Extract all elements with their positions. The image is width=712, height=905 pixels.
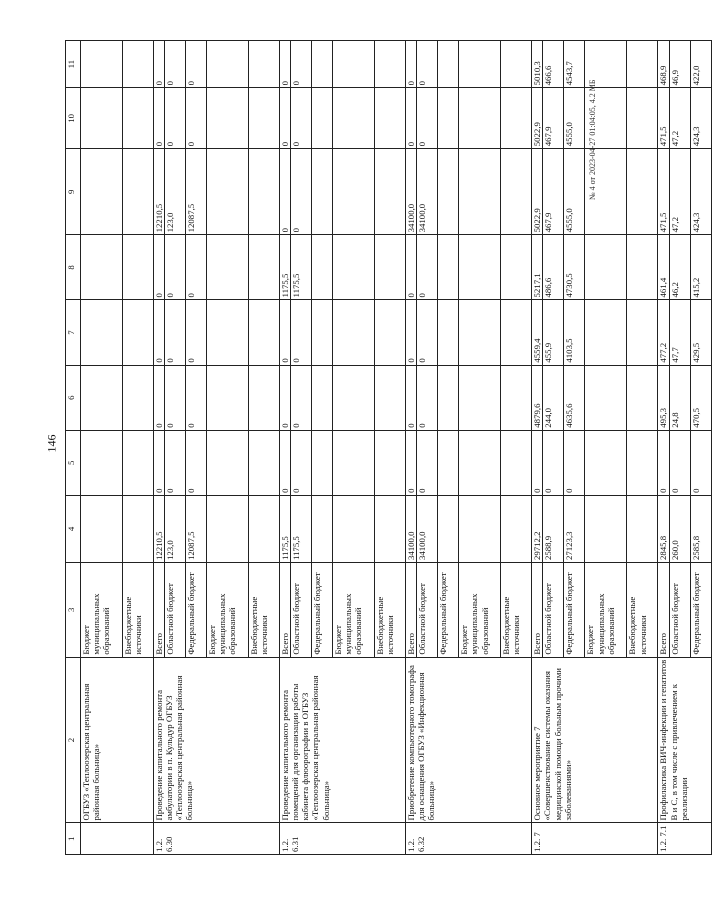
amount-cell: 467,9 — [543, 149, 564, 235]
amount-cell: 468,9 — [658, 41, 669, 88]
amount-cell — [438, 41, 459, 88]
amount-cell: 0 — [186, 430, 207, 495]
amount-cell: 0 — [186, 300, 207, 365]
column-header: 1 — [66, 823, 81, 855]
amount-cell — [438, 149, 459, 235]
amount-cell — [627, 235, 658, 300]
amount-cell — [333, 149, 375, 235]
amount-cell: 244,0 — [543, 365, 564, 430]
amount-cell — [438, 365, 459, 430]
amount-cell: 0 — [186, 365, 207, 430]
amount-cell — [207, 88, 249, 149]
amount-cell: 4555,0 — [564, 149, 585, 235]
amount-cell: 461,4 — [658, 235, 669, 300]
amount-cell: 29712,2 — [532, 495, 543, 562]
amount-cell: 0 — [417, 300, 438, 365]
amount-cell: 123,0 — [165, 149, 186, 235]
header-row — [66, 41, 81, 855]
amount-cell: 123,0 — [165, 495, 186, 562]
activity-name: Приобретение компьютерного томографа для оснащения ОГБУЗ «Инфекционная больница» — [406, 657, 532, 823]
table-row — [280, 41, 291, 855]
amount-cell: 455,9 — [543, 300, 564, 365]
funding-source: Всего — [658, 563, 669, 658]
amount-cell — [249, 495, 280, 562]
amount-cell — [501, 365, 532, 430]
amount-cell: 0 — [280, 41, 291, 88]
amount-cell: 0 — [543, 430, 564, 495]
amount-cell: 46,2 — [669, 235, 690, 300]
amount-cell: 0 — [532, 430, 543, 495]
amount-cell — [312, 430, 333, 495]
activity-name: Проведение капитального ремонта амбулатории в п. Кульдур ОГБУЗ «Теплоозерская центральная районная больница» — [154, 657, 280, 823]
amount-cell: 34100,0 — [406, 149, 417, 235]
amount-cell — [585, 365, 627, 430]
amount-cell: 0 — [154, 88, 165, 149]
activity-name: ОГБУЗ «Теплоозерская центральная районная больница» — [81, 657, 154, 823]
amount-cell: 27123,3 — [564, 495, 585, 562]
amount-cell: 486,6 — [543, 235, 564, 300]
amount-cell — [459, 149, 501, 235]
amount-cell: 24,8 — [669, 365, 690, 430]
amount-cell — [585, 300, 627, 365]
amount-cell — [375, 235, 406, 300]
amount-cell: 5022,9 — [532, 149, 543, 235]
amount-cell — [207, 41, 249, 88]
amount-cell: 4555,0 — [564, 88, 585, 149]
amount-cell: 1175,5 — [291, 235, 312, 300]
amount-cell — [438, 495, 459, 562]
amount-cell: 467,9 — [543, 88, 564, 149]
amount-cell: 0 — [658, 430, 669, 495]
funding-source: Всего — [406, 563, 417, 658]
amount-cell: 2588,9 — [543, 495, 564, 562]
amount-cell — [312, 300, 333, 365]
amount-cell: 4730,5 — [564, 235, 585, 300]
funding-source: Областной бюджет — [417, 563, 438, 658]
funding-source: Внебюджетные источники — [249, 563, 280, 658]
amount-cell — [375, 300, 406, 365]
amount-cell: 5022,9 — [532, 88, 543, 149]
amount-cell — [312, 235, 333, 300]
table-row — [658, 41, 669, 855]
amount-cell: 34100,0 — [406, 495, 417, 562]
amount-cell: 424,3 — [690, 149, 711, 235]
amount-cell — [459, 300, 501, 365]
amount-cell: 0 — [291, 88, 312, 149]
amount-cell — [627, 365, 658, 430]
budget-table — [65, 40, 712, 855]
amount-cell: 0 — [406, 300, 417, 365]
amount-cell — [627, 88, 658, 149]
column-header: 6 — [66, 365, 81, 430]
amount-cell: 0 — [690, 430, 711, 495]
funding-source: Внебюджетные источники — [501, 563, 532, 658]
column-header: 8 — [66, 235, 81, 300]
amount-cell: 4103,5 — [564, 300, 585, 365]
amount-cell: 0 — [280, 300, 291, 365]
column-header: 4 — [66, 495, 81, 562]
column-header: 5 — [66, 430, 81, 495]
amount-cell — [333, 41, 375, 88]
table-row — [406, 41, 417, 855]
amount-cell — [207, 495, 249, 562]
table-row — [532, 41, 543, 855]
amount-cell: 0 — [280, 365, 291, 430]
amount-cell: 4635,6 — [564, 365, 585, 430]
amount-cell — [375, 41, 406, 88]
amount-cell — [207, 149, 249, 235]
amount-cell — [501, 495, 532, 562]
amount-cell — [333, 235, 375, 300]
amount-cell — [81, 235, 123, 300]
table-row — [154, 41, 165, 855]
amount-cell — [459, 430, 501, 495]
amount-cell: 0 — [186, 88, 207, 149]
amount-cell — [375, 495, 406, 562]
funding-source: Всего — [532, 563, 543, 658]
amount-cell: 495,3 — [658, 365, 669, 430]
amount-cell: 477,2 — [658, 300, 669, 365]
amount-cell: 0 — [280, 430, 291, 495]
amount-cell: 0 — [417, 235, 438, 300]
funding-source: Всего — [280, 563, 291, 658]
amount-cell — [207, 365, 249, 430]
page-number: 146 — [44, 434, 59, 453]
funding-source: Федеральный бюджет — [438, 563, 459, 658]
amount-cell: 0 — [154, 430, 165, 495]
amount-cell — [627, 149, 658, 235]
registry-stamp: № 4 от 2023-04-27 01:04:05, 4.2 МБ — [588, 79, 597, 200]
amount-cell — [375, 149, 406, 235]
amount-cell: 5217,1 — [532, 235, 543, 300]
amount-cell: 12210,5 — [154, 149, 165, 235]
amount-cell — [585, 430, 627, 495]
amount-cell — [375, 365, 406, 430]
amount-cell: 422,0 — [690, 41, 711, 88]
amount-cell: 12087,5 — [186, 495, 207, 562]
amount-cell: 0 — [154, 41, 165, 88]
row-code: 1.2. 7 — [532, 823, 658, 855]
column-header: 9 — [66, 149, 81, 235]
row-code — [81, 823, 154, 855]
funding-source: Федеральный бюджет — [186, 563, 207, 658]
amount-cell — [312, 88, 333, 149]
amount-cell — [459, 365, 501, 430]
amount-cell — [438, 430, 459, 495]
amount-cell: 0 — [417, 88, 438, 149]
amount-cell: 34100,0 — [417, 495, 438, 562]
amount-cell — [123, 365, 154, 430]
amount-cell: 0 — [564, 430, 585, 495]
amount-cell — [333, 495, 375, 562]
amount-cell — [627, 300, 658, 365]
amount-cell: 34100,0 — [417, 149, 438, 235]
amount-cell — [501, 300, 532, 365]
amount-cell — [81, 41, 123, 88]
amount-cell — [249, 430, 280, 495]
amount-cell: 0 — [154, 235, 165, 300]
amount-cell — [375, 88, 406, 149]
column-header: 3 — [66, 563, 81, 658]
amount-cell — [207, 430, 249, 495]
amount-cell — [249, 365, 280, 430]
funding-source: Внебюджетные источники — [123, 563, 154, 658]
amount-cell: 0 — [186, 41, 207, 88]
amount-cell: 429,5 — [690, 300, 711, 365]
amount-cell: 0 — [417, 41, 438, 88]
amount-cell — [123, 495, 154, 562]
amount-cell — [207, 300, 249, 365]
amount-cell: 1175,5 — [280, 235, 291, 300]
amount-cell: 1175,5 — [291, 495, 312, 562]
amount-cell: 5010,3 — [532, 41, 543, 88]
funding-source: Бюджет муниципальных образований — [585, 563, 627, 658]
amount-cell: 0 — [165, 235, 186, 300]
amount-cell: 47,2 — [669, 88, 690, 149]
funding-source: Внебюджетные источники — [375, 563, 406, 658]
amount-cell — [249, 300, 280, 365]
row-code: 1.2. 6.31 — [280, 823, 406, 855]
table-row — [81, 41, 123, 855]
amount-cell — [501, 88, 532, 149]
activity-name: Профилактика ВИЧ-инфекции и гепатитов В и С, в том числе с привлечением к реализации — [658, 657, 711, 823]
amount-cell: 12087,5 — [186, 149, 207, 235]
amount-cell — [312, 41, 333, 88]
amount-cell: 0 — [165, 41, 186, 88]
amount-cell: 0 — [165, 365, 186, 430]
amount-cell — [81, 300, 123, 365]
amount-cell — [249, 41, 280, 88]
amount-cell: 4879,6 — [532, 365, 543, 430]
amount-cell: 0 — [154, 300, 165, 365]
amount-cell — [438, 300, 459, 365]
amount-cell: 46,9 — [669, 41, 690, 88]
amount-cell: 0 — [165, 88, 186, 149]
amount-cell — [459, 41, 501, 88]
row-code: 1.2. 6.30 — [154, 823, 280, 855]
column-header: 10 — [66, 88, 81, 149]
funding-source: Внебюджетные источники — [627, 563, 658, 658]
amount-cell — [123, 149, 154, 235]
amount-cell: 0 — [406, 430, 417, 495]
amount-cell: 0 — [165, 430, 186, 495]
amount-cell: 471,5 — [658, 88, 669, 149]
amount-cell: 470,5 — [690, 365, 711, 430]
amount-cell — [81, 365, 123, 430]
amount-cell — [501, 235, 532, 300]
funding-source: Областной бюджет — [165, 563, 186, 658]
amount-cell — [438, 235, 459, 300]
amount-cell: 0 — [291, 300, 312, 365]
amount-cell — [333, 88, 375, 149]
amount-cell: 12210,5 — [154, 495, 165, 562]
amount-cell: 0 — [291, 430, 312, 495]
amount-cell — [207, 235, 249, 300]
amount-cell — [312, 495, 333, 562]
funding-source: Областной бюджет — [669, 563, 690, 658]
funding-source: Федеральный бюджет — [564, 563, 585, 658]
column-header: 2 — [66, 657, 81, 823]
funding-source: Бюджет муниципальных образований — [459, 563, 501, 658]
amount-cell: 0 — [165, 300, 186, 365]
activity-name: Проведение капитального ремонта помещений для организации работы кабинета флюорографии в ОГБУЗ «Теплоозерская центральная районная больница» — [280, 657, 406, 823]
amount-cell — [312, 365, 333, 430]
amount-cell — [627, 41, 658, 88]
funding-source: Федеральный бюджет — [312, 563, 333, 658]
table-body — [81, 41, 712, 855]
amount-cell: 466,6 — [543, 41, 564, 88]
amount-cell — [123, 235, 154, 300]
amount-cell: 0 — [291, 365, 312, 430]
amount-cell: 0 — [291, 149, 312, 235]
amount-cell — [585, 235, 627, 300]
amount-cell: 0 — [186, 235, 207, 300]
amount-cell — [249, 88, 280, 149]
amount-cell — [627, 430, 658, 495]
amount-cell: 415,2 — [690, 235, 711, 300]
amount-cell: 424,3 — [690, 88, 711, 149]
amount-cell — [249, 149, 280, 235]
amount-cell: 0 — [417, 430, 438, 495]
amount-cell — [312, 149, 333, 235]
amount-cell — [81, 430, 123, 495]
amount-cell — [438, 88, 459, 149]
amount-cell: 0 — [280, 149, 291, 235]
amount-cell — [81, 88, 123, 149]
amount-cell — [81, 495, 123, 562]
funding-source: Всего — [154, 563, 165, 658]
amount-cell: 1175,5 — [280, 495, 291, 562]
amount-cell: 0 — [406, 365, 417, 430]
activity-name: Основное мероприятие 7 «Совершенствование системы оказания медицинской помощи больным прочими заболеваниями» — [532, 657, 658, 823]
amount-cell: 0 — [406, 88, 417, 149]
amount-cell: 0 — [291, 41, 312, 88]
amount-cell — [585, 495, 627, 562]
amount-cell — [627, 495, 658, 562]
amount-cell — [501, 149, 532, 235]
funding-source: Бюджет муниципальных образований — [81, 563, 123, 658]
amount-cell — [501, 41, 532, 88]
amount-cell — [459, 495, 501, 562]
amount-cell: 0 — [669, 430, 690, 495]
amount-cell: 471,5 — [658, 149, 669, 235]
funding-source: Федеральный бюджет — [690, 563, 711, 658]
amount-cell: 2585,8 — [690, 495, 711, 562]
funding-source: Бюджет муниципальных образований — [207, 563, 249, 658]
funding-source: Областной бюджет — [543, 563, 564, 658]
amount-cell: 47,7 — [669, 300, 690, 365]
row-code: 1.2. 7.1 — [658, 823, 711, 855]
amount-cell — [459, 235, 501, 300]
amount-cell — [81, 149, 123, 235]
amount-cell: 0 — [280, 88, 291, 149]
amount-cell: 0 — [406, 235, 417, 300]
amount-cell — [333, 430, 375, 495]
amount-cell — [123, 300, 154, 365]
amount-cell — [375, 430, 406, 495]
column-header: 7 — [66, 300, 81, 365]
amount-cell: 260,0 — [669, 495, 690, 562]
amount-cell — [249, 235, 280, 300]
amount-cell — [123, 430, 154, 495]
funding-source: Областной бюджет — [291, 563, 312, 658]
amount-cell: 0 — [417, 365, 438, 430]
amount-cell: 47,2 — [669, 149, 690, 235]
amount-cell: 2845,8 — [658, 495, 669, 562]
amount-cell — [501, 430, 532, 495]
amount-cell — [123, 88, 154, 149]
amount-cell: 0 — [406, 41, 417, 88]
amount-cell — [123, 41, 154, 88]
amount-cell: 4543,7 — [564, 41, 585, 88]
amount-cell — [333, 365, 375, 430]
amount-cell — [333, 300, 375, 365]
row-code: 1.2. 6.32 — [406, 823, 532, 855]
amount-cell: 4559,4 — [532, 300, 543, 365]
funding-source: Бюджет муниципальных образований — [333, 563, 375, 658]
amount-cell — [459, 88, 501, 149]
amount-cell: 0 — [154, 365, 165, 430]
column-header: 11 — [66, 41, 81, 88]
rotated-table-wrapper — [65, 40, 701, 855]
